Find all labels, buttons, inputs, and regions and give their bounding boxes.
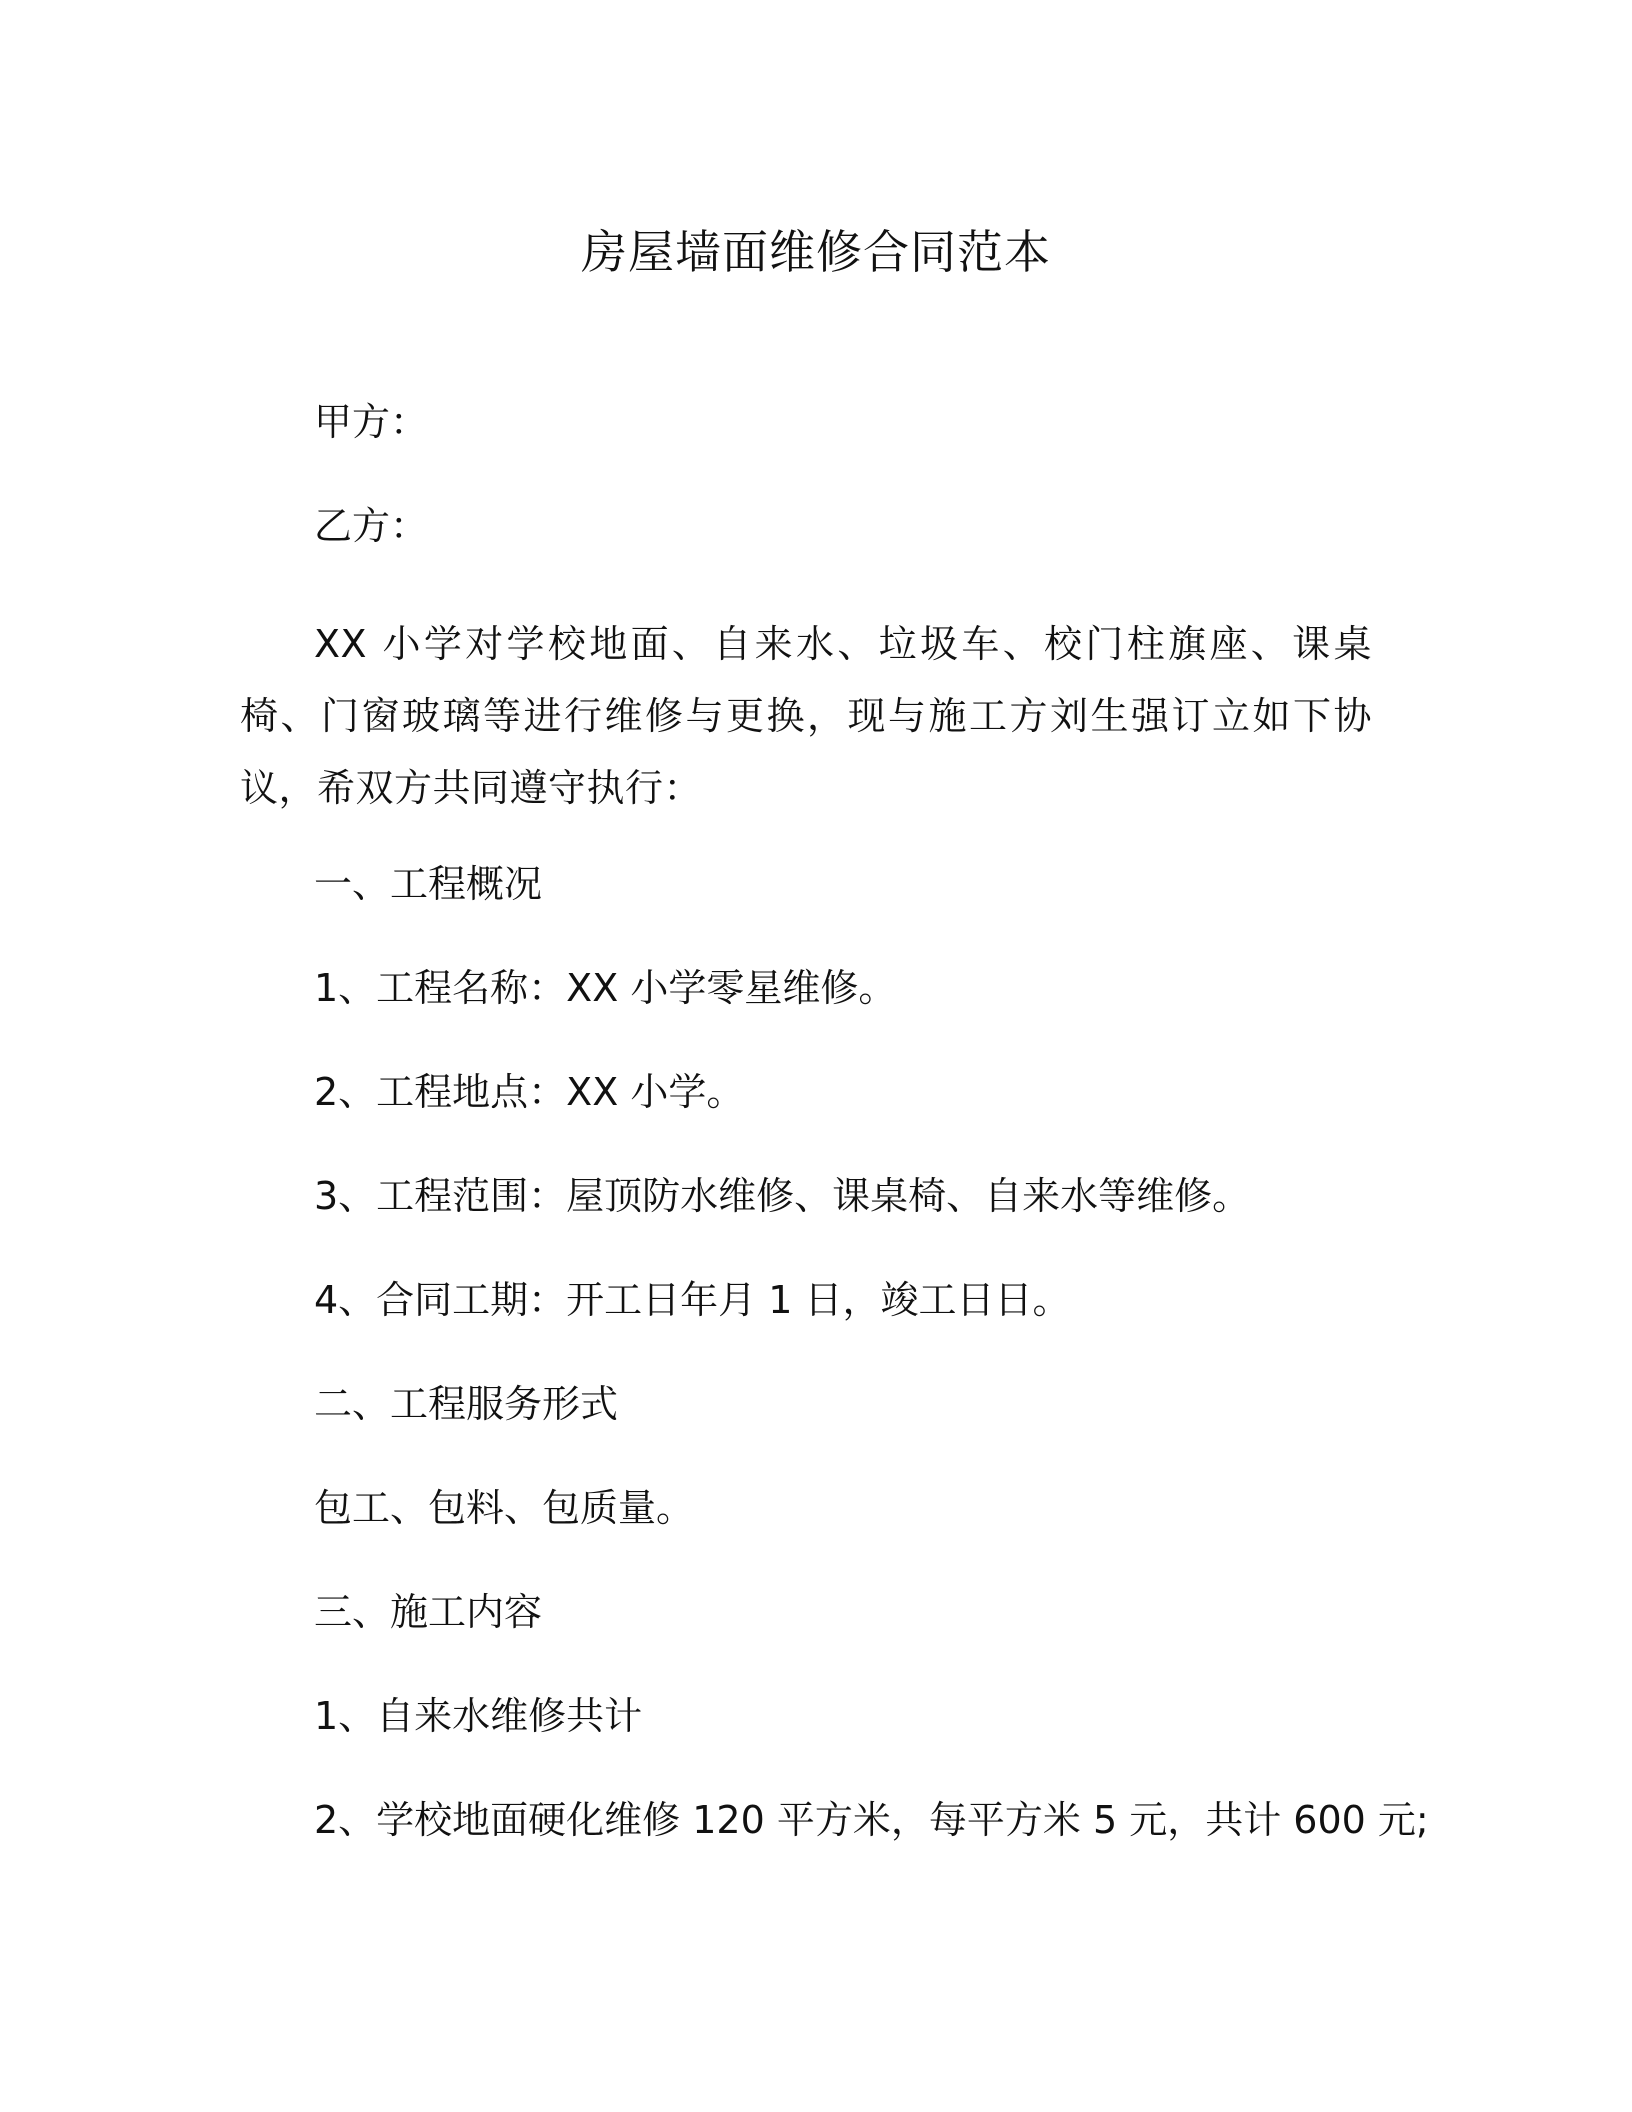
section-1-heading: 一、工程概况 [314,862,543,906]
section-2-heading: 二、工程服务形式 [314,1382,619,1426]
party-b-label: 乙方： [314,504,429,548]
intro-paragraph: XX 小学对学校地面、自来水、垃圾车、校门柱旗座、课桌椅、门窗玻璃等进行维修与更换，现与施工方刘生强订立如下协议，希双方共同遵守执行： [240,622,1372,810]
section-1-item-2: 2、工程地点：XX 小学。 [314,1070,745,1114]
section-2-body: 包工、包料、包质量。 [314,1486,695,1530]
section-1-item-1: 1、工程名称：XX 小学零星维修。 [314,966,897,1010]
party-a-label: 甲方： [314,400,429,444]
section-1-item-3: 3、工程范围：屋顶防水维修、课桌椅、自来水等维修。 [314,1174,1251,1218]
section-3-heading: 三、施工内容 [314,1590,543,1634]
section-1-item-4: 4、合同工期：开工日年月 1 日，竣工日日。 [314,1278,1071,1322]
section-3-item-2: 2、学校地面硬化维修 120 平方米，每平方米 5 元，共计 600 元; [314,1798,1429,1842]
section-3-item-1: 1、自来水维修共计 [314,1694,643,1738]
document-title: 房屋墙面维修合同范本 [581,225,1051,279]
